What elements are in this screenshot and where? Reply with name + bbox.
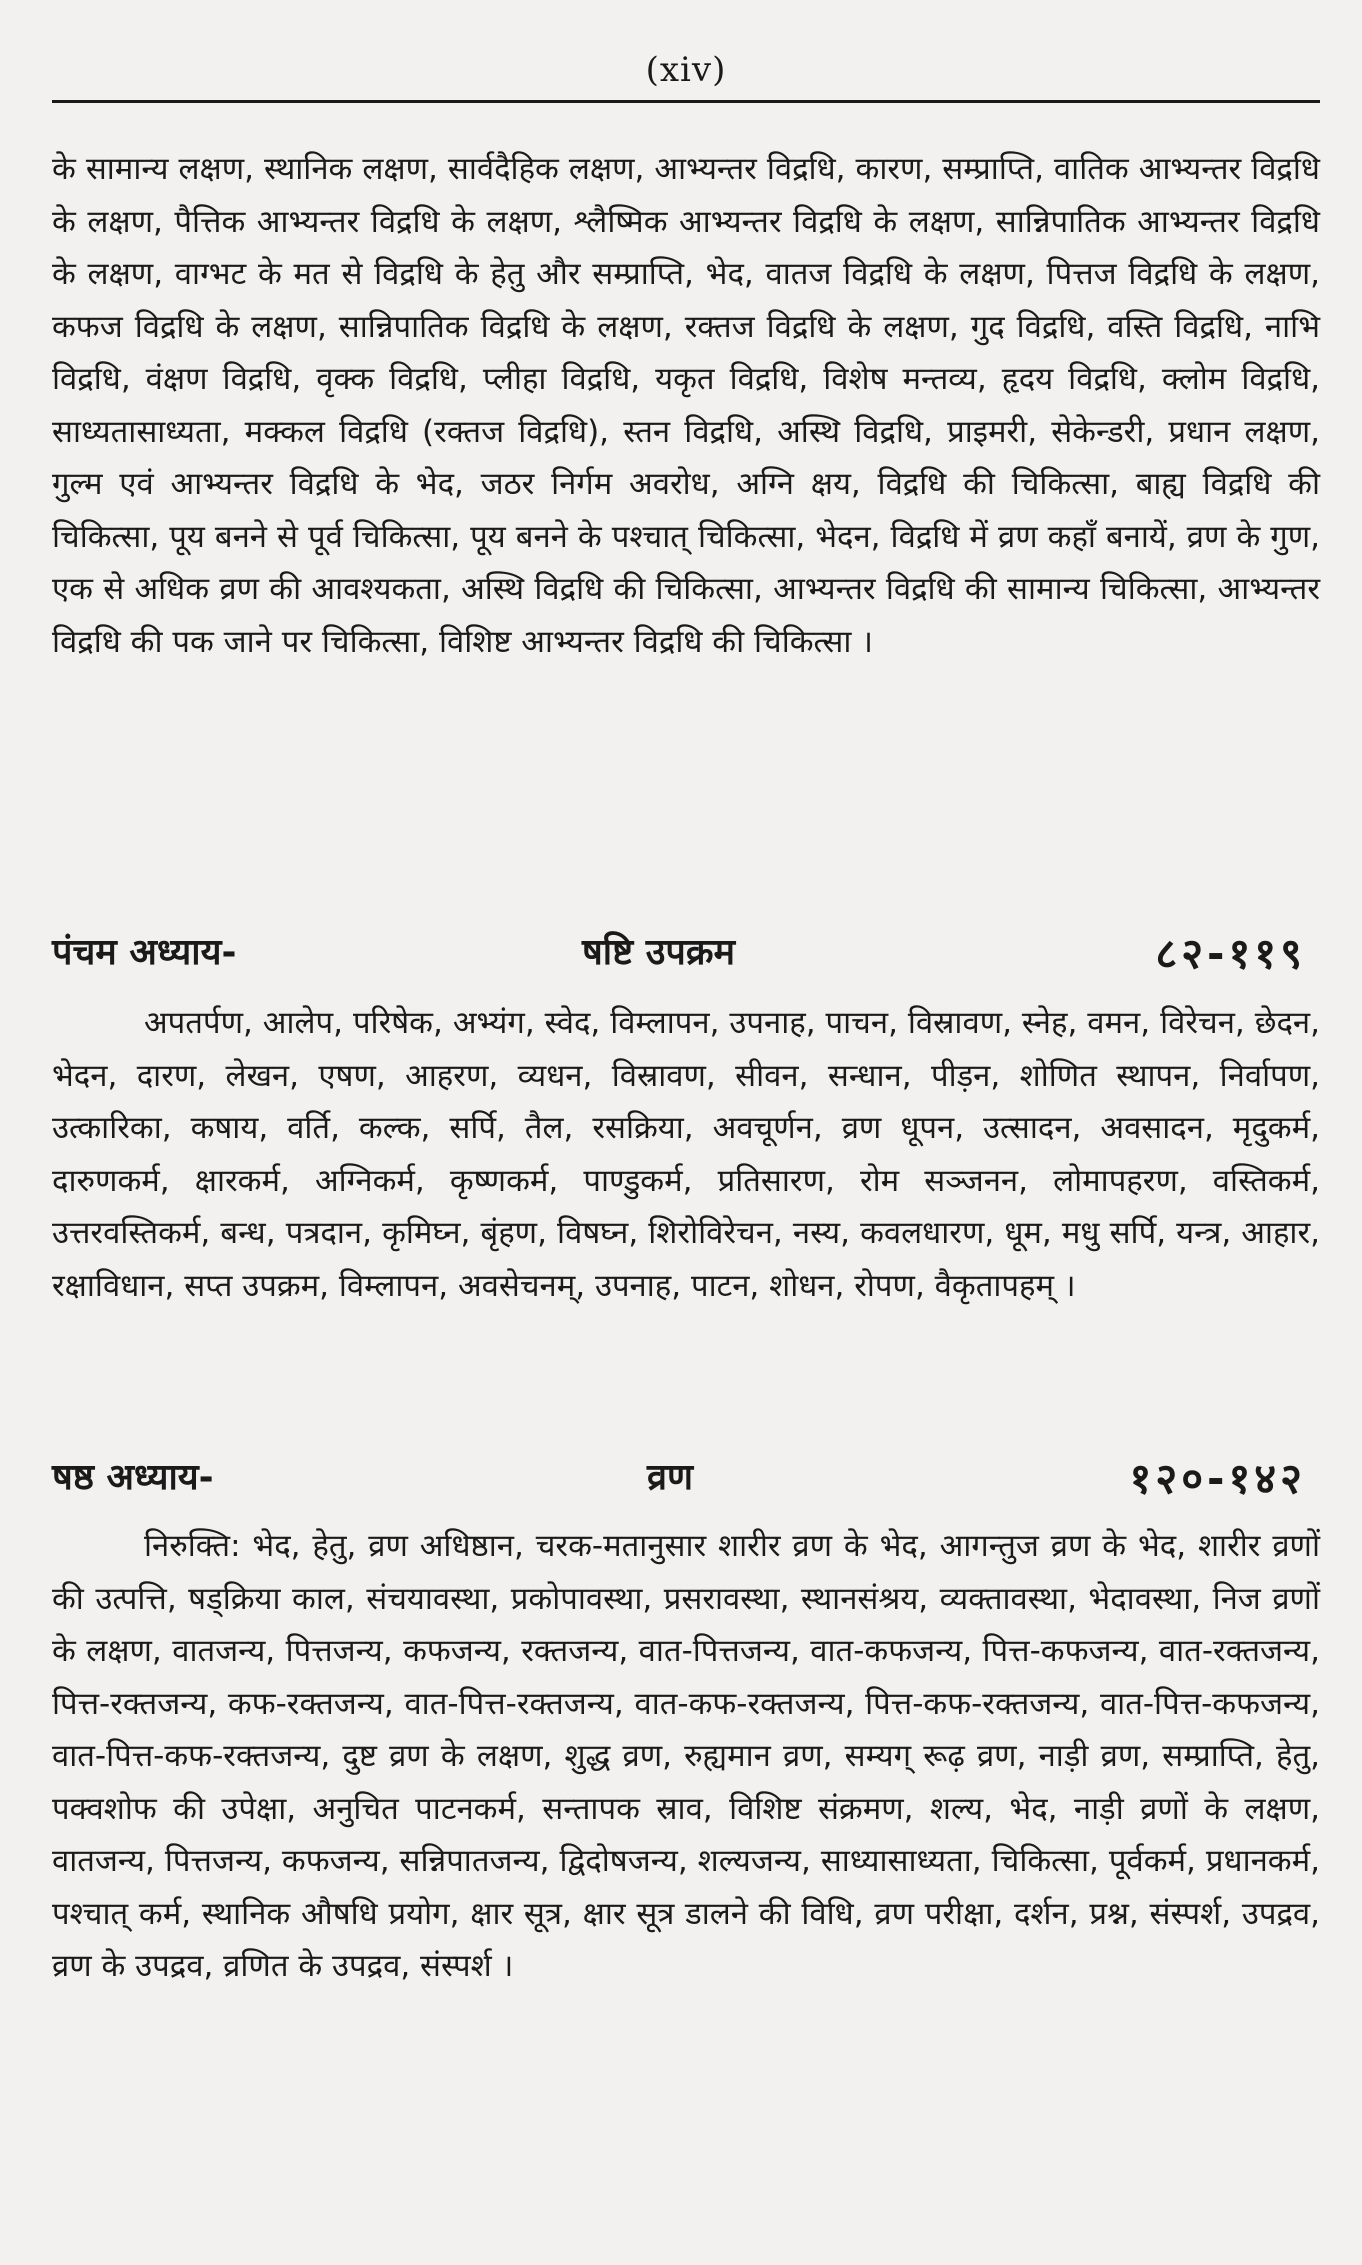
chapter-heading-5	[52, 920, 1320, 980]
chapter-page-range: ८२-११९	[1155, 929, 1306, 978]
header-rule	[52, 100, 1320, 103]
chapter-heading-6	[52, 1445, 1320, 1505]
chapter-contents-text: अपतर्पण, आलेप, परिषेक, अभ्यंग, स्वेद, विम्लापन, उपनाह, पाचन, विस्रावण, स्नेह, वमन, विरेचन, छेदन, भेदन, दारण, लेखन, एषण, आहरण, व्यधन, विस्रावण, सीवन, सन्धान, पीड़न, शोणित स्थापन, निर्वापण, उत्कारिका, कषाय, वर्ति, कल्क, सर्पि, तैल, रसक्रिया, अवचूर्णन, व्रण धूपन, उत्सादन, अवसादन, मृदुकर्म, दारुणकर्म, क्षारकर्म, अग्निकर्म, कृष्णकर्म, पाण्डुकर्म, प्रतिसारण, रोम सञ्जनन, लोमापहरण, वस्तिकर्म, उत्तरवस्तिकर्म, बन्ध, पत्रदान, कृमिघ्न, बृंहण, विषघ्न, शिरोविरेचन, नस्य, कवलधारण, धूम, मधु सर्पि, यन्त्र, आहार, रक्षाविधान, सप्त उपक्रम, विम्लापन, अवसेचनम्, उपनाह, पाटन, शोधन, रोपण, वैकृतापहम् ।	[52, 1005, 1320, 1304]
chapter-title: व्रण	[647, 1457, 694, 1498]
page-number: (xiv)	[645, 50, 727, 90]
chapter-label: पंचम अध्याय-	[52, 932, 237, 973]
chapter-page-range: १२०-१४२	[1129, 1454, 1306, 1503]
chapter-contents-text: निरुक्ति: भेद, हेतु, व्रण अधिष्ठान, चरक-मतानुसार शारीर व्रण के भेद, आगन्तुज व्रण के भेद, शारीर व्रणों की उत्पत्ति, षड्क्रिया काल, संचयावस्था, प्रकोपावस्था, प्रसरावस्था, स्थानसंश्रय, व्यक्तावस्था, भेदावस्था, निज व्रणों के लक्षण, वातजन्य, पित्तजन्य, कफजन्य, रक्तजन्य, वात-पित्तजन्य, वात-कफजन्य, पित्त-कफजन्य, वात-रक्तजन्य, पित्त-रक्तजन्य, कफ-रक्तजन्य, वात-पित्त-रक्तजन्य, वात-कफ-रक्तजन्य, पित्त-कफ-रक्तजन्य, वात-पित्त-कफजन्य, वात-पित्त-कफ-रक्तजन्य, दुष्ट व्रण के लक्षण, शुद्ध व्रण, रुह्यमान व्रण, सम्यग् रूढ़ व्रण, नाड़ी व्रण, सम्प्राप्ति, हेतु, पक्वशोफ की उपेक्षा, अनुचित पाटनकर्म, सन्तापक स्राव, विशिष्ट संक्रमण, शल्य, भेद, नाड़ी व्रणों के लक्षण, वातजन्य, पित्तजन्य, कफजन्य, सन्निपातजन्य, द्विदोषजन्य, शल्यजन्य, साध्यासाध्यता, चिकित्सा, पूर्वकर्म, प्रधानकर्म, पश्चात् कर्म, स्थानिक औषधि प्रयोग, क्षार सूत्र, क्षार सूत्र डालने की विधि, व्रण परीक्षा, दर्शन, प्रश्न, संस्पर्श, उपद्रव, व्रण के उपद्रव, व्रणित के उपद्रव, संस्पर्श ।	[52, 1528, 1320, 1984]
continued-contents-text: के सामान्य लक्षण, स्थानिक लक्षण, सार्वदैहिक लक्षण, आभ्यन्तर विद्रधि, कारण, सम्प्राप्ति, वातिक आभ्यन्तर विद्रधि के लक्षण, पैत्तिक आभ्यन्तर विद्रधि के लक्षण, श्लैष्मिक आभ्यन्तर विद्रधि के लक्षण, सान्निपातिक आभ्यन्तर विद्रधि के लक्षण, वाग्भट के मत से विद्रधि के हेतु और सम्प्राप्ति, भेद, वातज विद्रधि के लक्षण, पित्तज विद्रधि के लक्षण, कफज विद्रधि के लक्षण, सान्निपातिक विद्रधि के लक्षण, रक्तज विद्रधि के लक्षण, गुद विद्रधि, वस्ति विद्रधि, नाभि विद्रधि, वंक्षण विद्रधि, वृक्क विद्रधि, प्लीहा विद्रधि, यकृत विद्रधि, विशेष मन्तव्य, हृदय विद्रधि, क्लोम विद्रधि, साध्यतासाध्यता, मक्कल विद्रधि (रक्तज विद्रधि), स्तन विद्रधि, अस्थि विद्रधि, प्राइमरी, सेकेन्डरी, प्रधान लक्षण, गुल्म एवं आभ्यन्तर विद्रधि के भेद, जठर निर्गम अवरोध, अग्नि क्षय, विद्रधि की चिकित्सा, बाह्य विद्रधि की चिकित्सा, पूय बनने से पूर्व चिकित्सा, पूय बनने के पश्चात् चिकित्सा, भेदन, विद्रधि में व्रण कहाँ बनायें, व्रण के गुण, एक से अधिक व्रण की आवश्यकता, अस्थि विद्रधि की चिकित्सा, आभ्यन्तर विद्रधि की सामान्य चिकित्सा, आभ्यन्तर विद्रधि की पक जाने पर चिकित्सा, विशिष्ट आभ्यन्तर विद्रधि की चिकित्सा ।	[52, 151, 1320, 660]
chapter-title: षष्टि उपक्रम	[582, 932, 736, 973]
chapter-label: षष्ठ अध्याय-	[52, 1457, 214, 1498]
book-page	[52, 0, 1320, 2265]
